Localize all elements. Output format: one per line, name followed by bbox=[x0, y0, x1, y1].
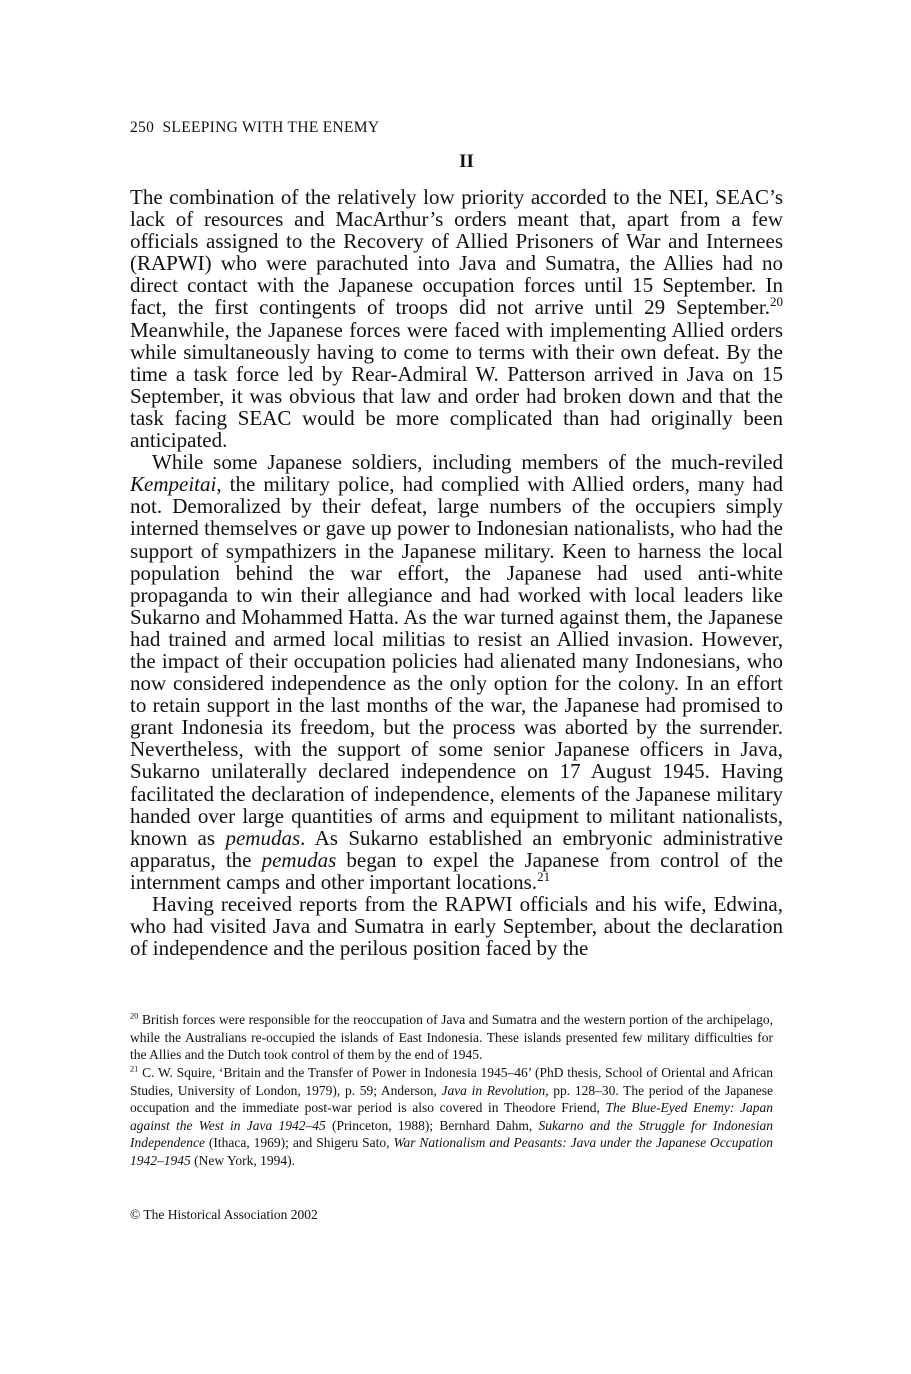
body-text bbox=[130, 186, 783, 959]
footnotes bbox=[130, 1011, 783, 1169]
page-number: 250 bbox=[130, 119, 155, 136]
footnote-number: 21 bbox=[130, 1064, 139, 1074]
paragraph-2: While some Japanese soldiers, including members of the much-reviled Kempeitai, the military police, had complied with Allied orders, many had not. Demoralized by their defeat, large numbers of the occupiers simply interned themselves or gave up power to Indonesian nationalists, who had the support of sympathizers in the Japanese military. Keen to harness the local population behind the war effort, the Japanese had used anti-white propaganda to win their allegiance and had worked with local leaders like Sukarno and Mohammed Hatta. As the war turned against them, the Japanese had trained and armed local militias to resist an Allied invasion. However, the impact of their occupation policies had alienated many Indonesians, who now considered independence as the only option for the colony. In an effort to retain support in the last months of the war, the Japanese had promised to grant Indonesia its freedom, but the process was aborted by the surrender. Nevertheless, with the support of some senior Japanese officers in Java, Sukarno unilaterally declared independence on 17 August 1945. Having facilitated the declaration of independence, elements of the Japanese military handed over large quantities of arms and equipment to militant nationalists, known as pemudas. As Sukarno established an embryonic administrative apparatus, the pemudas began to expel the Japanese from control of the internment camps and other important locations.$^{21}$ bbox=[130, 450, 784, 894]
running-head bbox=[130, 118, 783, 138]
footnote-ref-20: 20 bbox=[769, 294, 783, 310]
copyright-notice: © The Historical Association 2002 bbox=[130, 1206, 318, 1222]
footnote-20: $^{20}$ British forces were responsible for the reoccupation of Java and Sumatra and the western portion of the archipelago, while the Australians re-occupied the islands of East Indonesia. These islands presented few military difficulties for the Allies and the Dutch took control of them by the end of 1945. bbox=[130, 1011, 773, 1063]
paragraph-3: Having received reports from the RAPWI officials and his wife, Edwina, who had visited Java and Sumatra in early September, about the declaration of independence and the perilous position faced by the bbox=[130, 892, 783, 961]
footnote-ref-21: 21 bbox=[537, 868, 551, 884]
footnote-21: $^{21}$ C. W. Squire, ‘Britain and the Transfer of Power in Indonesia 1945–46’ (PhD thesis, School of Oriental and African Studies, University of London, 1979), p. 59; Anderson, Java in Revolution, pp. 128–30. The period of the Japanese occupation and the immediate post-war period is also covered in Theodore Friend, The Blue-Eyed Enemy: Japan against the West in Java 1942–45 (Princeton, 1988); Bernhard Dahm, Sukarno and the Struggle for Indonesian Independence (Ithaca, 1969); and Shigeru Sato, War Nationalism and Peasants: Java under the Japanese Occupation 1942–1945 (New York, 1994). bbox=[130, 1064, 774, 1169]
page bbox=[130, 118, 783, 1223]
paragraph-1: The combination of the relatively low priority accorded to the NEI, SEAC’s lack of resources and MacArthur’s orders meant that, apart from a few officials assigned to the Recovery of Allied Prisoners of War and Internees (RAPWI) who were parachuted into Java and Sumatra, the Allies had no direct contact with the Japanese occupation forces until 15 September. In fact, the first contingents of troops did not arrive until 29 September.$^{20}$ Meanwhile, the Japanese forces were faced with implementing Allied orders while simultaneously having to come to terms with their own defeat. By the time a task force led by Rear-Admiral W. Patterson arrived in Java on 15 September, it was obvious that law and order had broken down and that the task facing SEAC would be more complicated than had originally been anticipated. bbox=[130, 185, 783, 453]
footnote-number: 20 bbox=[130, 1011, 139, 1021]
section-heading: II bbox=[459, 151, 474, 172]
running-head-title: SLEEPING WITH THE ENEMY bbox=[162, 119, 380, 136]
